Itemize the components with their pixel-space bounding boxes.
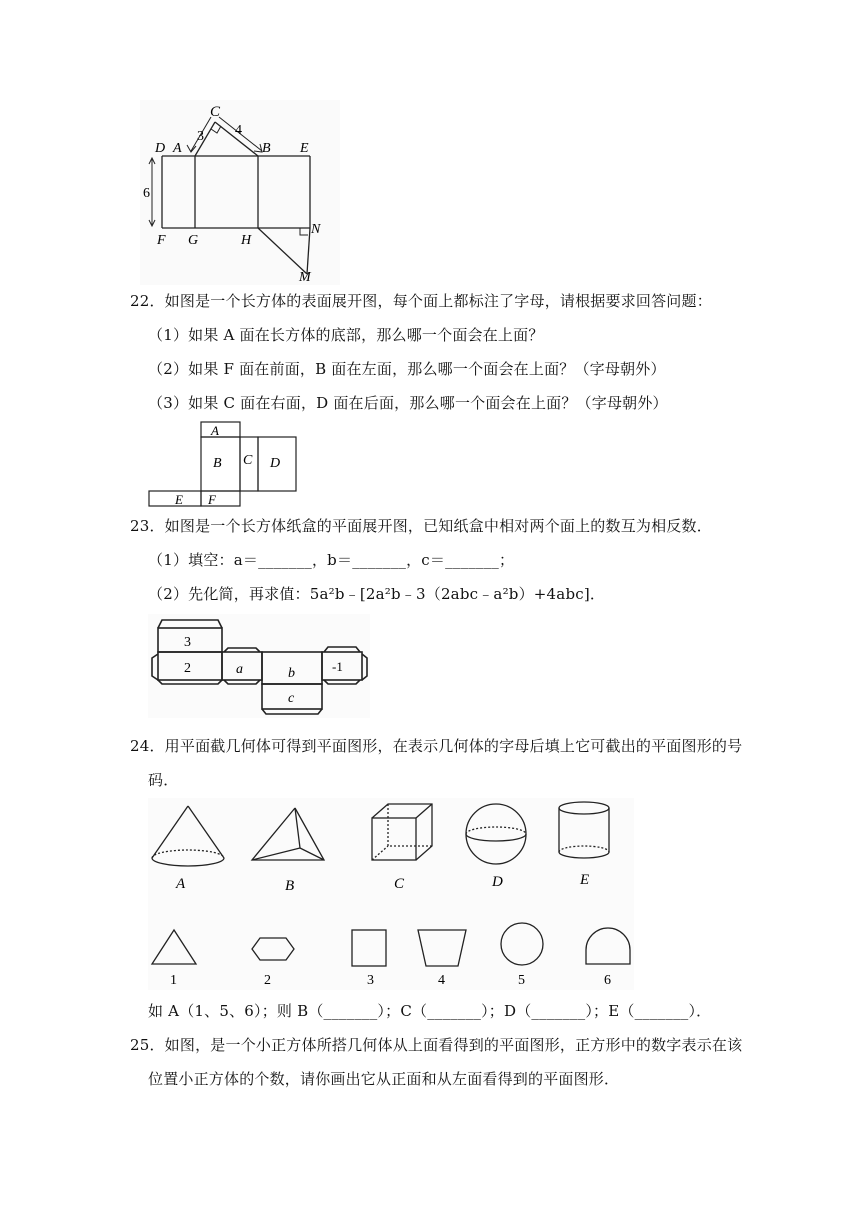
shape-label-5: 5 — [518, 973, 525, 988]
net-label-A: A — [211, 423, 219, 438]
solid-label-B: B — [285, 878, 295, 894]
shape-label-3: 3 — [367, 973, 374, 988]
q21-unfolding-figure — [140, 100, 340, 285]
label-C: C — [210, 104, 221, 120]
q22-sub3: （3）如果 C 面在右面，D 面在后面，那么哪一个面会在上面？（字母朝外） — [148, 394, 668, 412]
solid-label-D: D — [492, 874, 503, 890]
q25-stem-line2: 位置小正方体的个数，请你画出它从正面和从左面看得到的平面图形． — [148, 1070, 620, 1088]
shape-label-2: 2 — [264, 973, 271, 988]
solid-label-E: E — [580, 872, 590, 888]
net-label-F: F — [208, 492, 216, 507]
label-4: 4 — [235, 123, 242, 138]
q23-paper-box-net — [148, 614, 370, 718]
label-H: H — [241, 233, 252, 248]
q22-stem: 22．如图是一个长方体的表面展开图，每个面上都标注了字母，请根据要求回答问题： — [130, 292, 712, 310]
label-M: M — [299, 270, 311, 285]
q23-stem: 23．如图是一个长方体纸盒的平面展开图，已知纸盒中相对两个面上的数互为相反数． — [130, 517, 712, 535]
q25-stem-line1: 25．如图，是一个小正方体所搭几何体从上面看得到的平面图形，正方形中的数字表示在该 — [130, 1036, 743, 1054]
label-D: D — [155, 141, 166, 156]
box-label-2: 2 — [184, 661, 191, 676]
net-label-C: C — [243, 453, 253, 468]
label-N: N — [311, 222, 321, 237]
q23-sub1: （1）填空：a＝_______，b＝_______，c＝_______； — [148, 551, 515, 569]
label-F: F — [157, 233, 166, 248]
q24-stem-line1: 24．用平面截几何体可得到平面图形，在表示几何体的字母后填上它可截出的平面图形的号 — [130, 737, 743, 755]
solid-label-A: A — [176, 876, 186, 892]
shape-label-1: 1 — [170, 973, 177, 988]
net-label-D: D — [270, 456, 281, 471]
label-6: 6 — [143, 186, 150, 201]
label-3: 3 — [197, 129, 204, 144]
net-label-E: E — [175, 492, 183, 507]
box-label-b: b — [288, 666, 295, 681]
q22-box-net — [148, 421, 300, 507]
box-label-c: c — [288, 691, 295, 706]
label-A: A — [173, 141, 182, 156]
net-label-B: B — [213, 456, 222, 471]
label-E: E — [300, 141, 309, 156]
label-G: G — [188, 233, 199, 248]
q24-answer-line: 如 A（1、5、6）；则 B（_______）；C（_______）；D（_______）；E（_______）． — [148, 1002, 712, 1020]
box-label-a: a — [236, 662, 243, 677]
q24-solids-and-shapes-figure — [148, 798, 634, 990]
shape-label-6: 6 — [604, 973, 611, 988]
shape-label-4: 4 — [438, 973, 445, 988]
q24-stem-line2: 码． — [148, 771, 179, 789]
q22-sub2: （2）如果 F 面在前面，B 面在左面，那么哪一个面会在上面？（字母朝外） — [148, 360, 666, 378]
q23-sub2: （2）先化简，再求值：5a²b﹣[2a²b﹣3（2abc﹣a²b）+4abc]． — [148, 585, 606, 603]
box-label-3: 3 — [184, 635, 191, 650]
solid-label-C: C — [394, 876, 405, 892]
label-B: B — [262, 141, 271, 156]
box-label-neg1: -1 — [332, 659, 343, 674]
q22-sub1: （1）如果 A 面在长方体的底部，那么哪一个面会在上面？ — [148, 326, 544, 344]
